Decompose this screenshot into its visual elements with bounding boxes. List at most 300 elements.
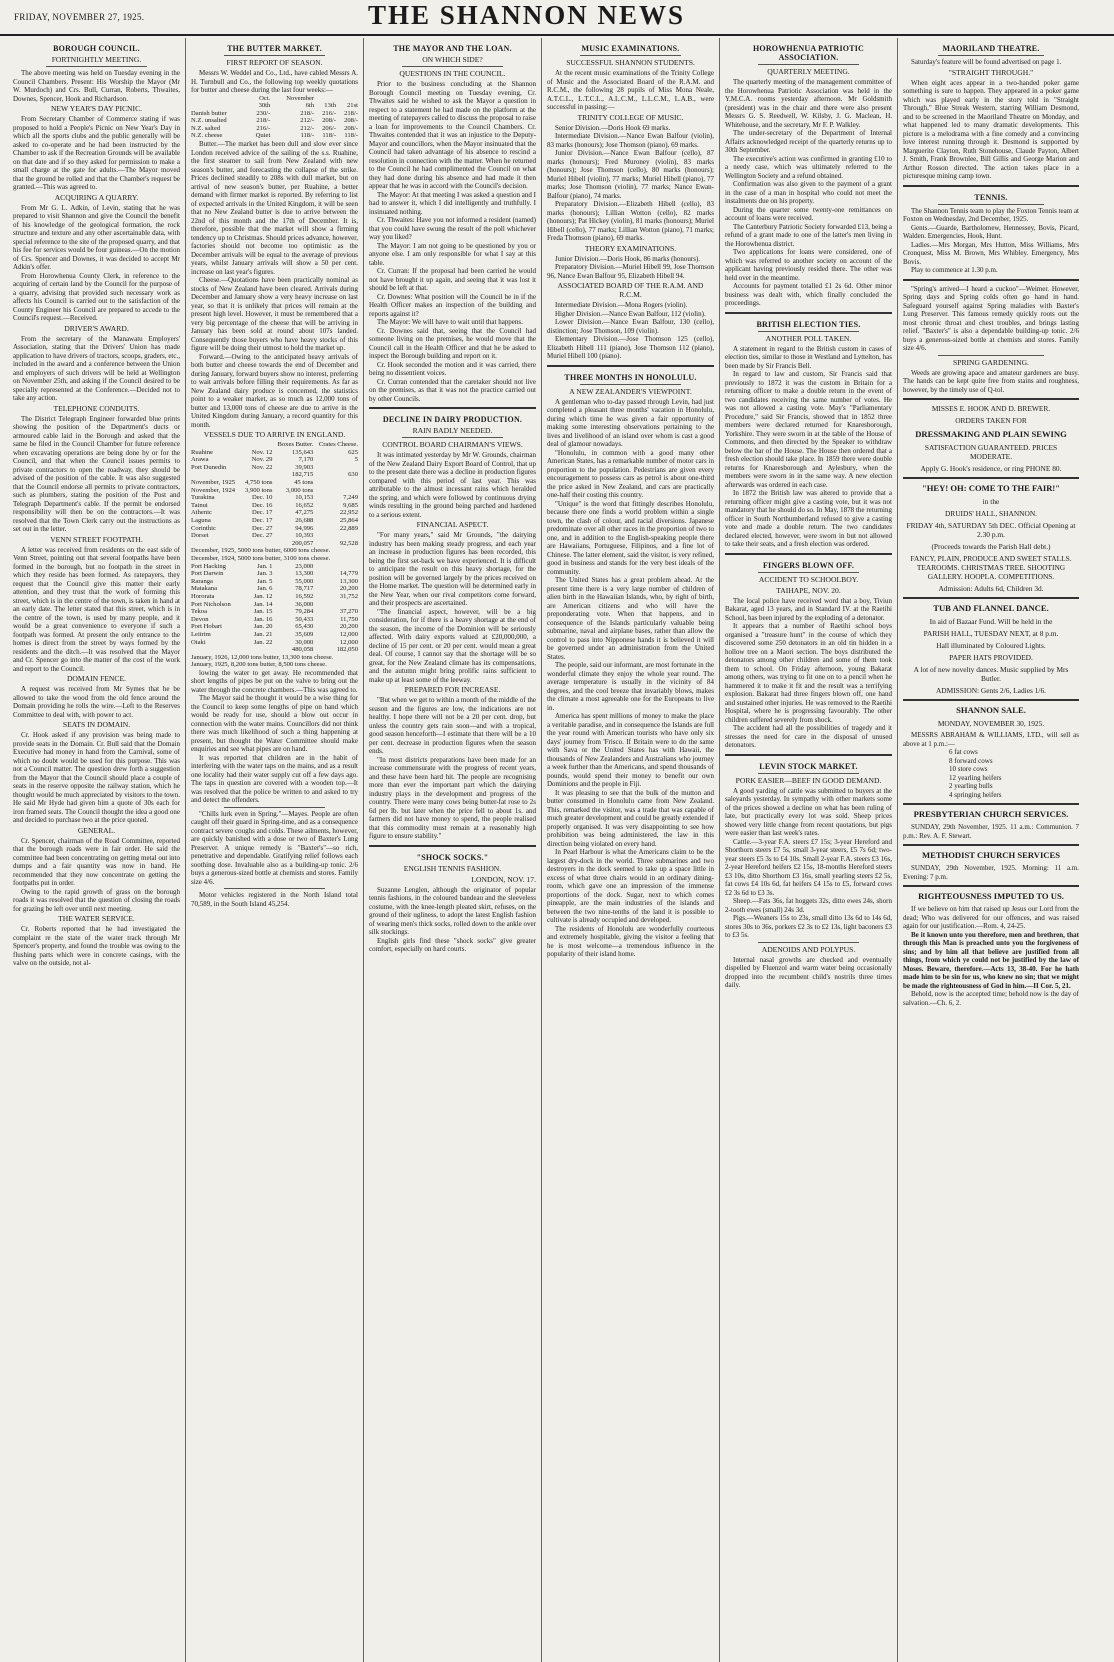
table-cell: 13th: [324, 102, 337, 110]
table-cell: 45 tons: [294, 479, 314, 487]
article-paragraph: The above meeting was held on Tuesday evening in the Council Chambers. Present: His Worship the Mayor (Mr W. Murdoch) and Crs. Bull, Curran, Roberts, Thwaites, Downes, Spencer, Hook and Richardson.: [13, 69, 180, 103]
article-paragraph: Cr. Roberts reported that he had investigated the complaint re the state of the water track through Mr Spencer's property, and found the trouble was owing to the flushing parts which were in concrete casings, with the valve on the outside, not al-: [13, 925, 180, 967]
table-cell: 37,270: [339, 608, 358, 616]
table-cell: Port Nicholson: [191, 600, 231, 608]
advert-line: Admission: Adults 6d, Children 3d.: [938, 584, 1044, 593]
table-row: [191, 639, 358, 647]
table-cell: 47,275: [295, 509, 314, 517]
table-cell: Quiet: [255, 132, 271, 140]
table-cell: [314, 95, 336, 103]
table-cell: [191, 441, 241, 449]
article-paragraph: Sheep.—Fats 36s, fat hoggets 32s, ditto ewes 24s, shorn 2-tooth ewes (small) 24s 3d.: [725, 897, 892, 914]
table-note: January, 1925, 8,200 tons butter, 8,500 tons cheese.: [191, 661, 327, 669]
subheading: SUCCESSFUL SHANNON STUDENTS.: [566, 58, 695, 67]
article-paragraph: From Secretary Chamber of Commerce stating if was proposed to hold a People's Picnic on New Year's Day in which all the sports clubs and the public generally will be asked to co-operate and he had been instructed by the Chamber to ask if the Recreation Grounds will be available on that date and if so they asked for permission to make a small charge at the gate for adults.—The Mayor moved that the ground be rolled and that the Chamber's request be granted.—This was agreed to.: [13, 115, 180, 191]
divider: [758, 942, 858, 943]
table-row: [191, 502, 358, 510]
table-cell: 7,170: [298, 456, 314, 464]
article-paragraph: Intermediate Division.—Nance Ewan Balfour (violin), 83 marks (honours); Jose Thomson (piano), 69 marks.: [547, 132, 714, 149]
advert-paragraph: Be it known unto you therefore, men and brethren, that through this Man is preached unto you the forgiveness of sins; and by him all that believe are justified from all things, from which ye could not be justified by the law of Moses. Beware, therefore.—Acts 13, 38-40. For he hath made him to be sin for us, who knew no sin; that we might be made the righteousness of God in him.—II Cor. 5, 21.: [903, 930, 1079, 990]
subheading: TRINITY COLLEGE OF MUSIC.: [577, 112, 684, 122]
table-cell: 182,050: [336, 646, 358, 654]
table-cell: 65,430: [295, 623, 314, 631]
article-paragraph: A gentleman who to-day passed through Levin, had just completed a pleasant three months' vacation in Honolulu, during which time he was given a fair opportunity of making some interesting observations pertaining to the lives and livelihood of an island over whom is cast a good deal of glamour nowadays.: [547, 397, 714, 448]
subheading: ENGLISH TENNIS FASHION.: [403, 863, 502, 873]
article-paragraph: When eight aces appear in a two-handed poker game something is sure to happen. They appeared in a poker game which was played early in the story told in "Straight Through," Blue Streak Western, starring William Desmond, and to be screened in the Maoriland Theatre on Monday, and what happened led to many dramatic developments. This picture is a melodrama with a fine comedy and a convincing love interest running through it. Desmond is supported by Marguerite Clayton, Ruth Stonehouse, Claude Payton, Albert J. Smith, Frank Brownlee, Bill Gillis and George Marion and Arthur Rosson directed. The action takes place in a picturesque mining camp town.: [903, 78, 1079, 180]
article-paragraph: Cr. Hook seconded the motion and it was carried, there being no dissentient voices.: [369, 360, 536, 377]
article-paragraph: A request was received from Mr Symes that he be allowed to take the wood from the old fence around the Domain providing he rolls the wire.—Left to the Reserves Committee to deal with, with power to act.: [13, 685, 180, 719]
table-cell: [241, 441, 272, 449]
section-divider: [903, 398, 1079, 400]
article-paragraph: Cr. Downes said that, seeing that the Council had someone living on the premises, he would move that the Council call in the Health Officer and that he be asked to inspect the Borough building and report on it.: [369, 326, 536, 360]
article-paragraph: Motor vehicles registered in the North Island total 70,589, in the South Island 45,254.: [191, 891, 358, 908]
subheading: PORK EASIER—BEEF IN GOOD DEMAND.: [735, 775, 882, 785]
table-cell: Port Dunedin: [191, 463, 227, 471]
article-paragraph: At the recent music examinations of the Trinity College of Music and the Associated Board of the R.A.M. and R.C.M., the following 28 pupils of Miss Mona Neale, A.T.C.L., L.T.C.L., A.L.C.M., L.L.C.M., L.A.B., were successful in passing:—: [547, 69, 714, 111]
advert-line: ORDERS TAKEN FOR: [955, 416, 1027, 425]
table-cell: Jan. 3: [257, 570, 273, 578]
dateline: TAIHAPE, NOV. 20.: [776, 585, 841, 595]
table-cell: Port Hacking: [191, 562, 226, 570]
table-cell: N.Z. unsalted: [191, 117, 227, 125]
table-cell: Jan. 22: [253, 638, 273, 646]
advert-line: in the: [982, 497, 1000, 506]
table-cell: Otaki: [191, 638, 206, 646]
advert-line: A lot of new novelty dances. Music supplied by Mrs Butler.: [913, 665, 1069, 683]
divider: [758, 331, 858, 332]
table-row: [191, 578, 358, 586]
advert-paragraph: If we believe on him that raised up Jesus our Lord from the dead; Who was delivered for our offences, and was raised again for our justification.—Rom. 4, 24-25.: [903, 905, 1079, 930]
columns: [0, 36, 1114, 1662]
table-cell: 94,996: [295, 524, 314, 532]
divider: [758, 773, 858, 774]
article-paragraph: Ladies.—Mrs Morgan, Mrs Hutton, Miss Williams, Mrs Cronquest, Miss M. Brown, Mrs Whibley. Emergency, Mrs Bovis.: [903, 240, 1079, 266]
table-cell: [241, 646, 272, 654]
table-cell: [191, 471, 241, 479]
list-item: 6 fat cows: [949, 748, 978, 756]
advert-paragraph: Behold, now is the accepted time; behold now is the day of salvation.—Ch. 6, 2.: [903, 990, 1079, 1007]
article-paragraph: Messrs W. Weddel and Co., Ltd., have cabled Messrs A. H. Turnbull and Co., the following top weekly quotations for butter and cheese during the last four weeks:—: [191, 69, 358, 94]
article-paragraph: Cattle.—3-year F.A. steers £7 15s; 3-year Hereford and Shorthorn steers £7 5s, small 3-year steers, £5 7s 6d; two-year steers £5 3s to £4 10s. Small 2-year F.A. steers £3 16s, 2-year Hereford heifers £2 15s, 18-months Hereford steers £3 10s, ditto Shorthorn £3 16s, small yearling steers £2 5s, fat cows £4 10s 6d, fat heifers £4 15s to £5, forward cows £2 3s 6d to £3 3s.: [725, 837, 892, 897]
table-cell: Danish butter: [191, 109, 227, 117]
section-divider: [903, 699, 1079, 701]
article-paragraph: The Mayor said he thought it would be a wise thing for the Council to keep some lengths of pipe on hand which would be ready for use, should a blow out occur in connection with the water mains. Councillors did not think there was much likelihood of such a thing happening at present, but thought the Water Committee should make enquiries and see what pipes are on hand.: [191, 694, 358, 754]
table-cell: 218/-: [300, 109, 315, 117]
table-row: [191, 456, 358, 464]
subheading: CONTROL BOARD CHAIRMAN'S VIEWS.: [382, 440, 523, 449]
article-paragraph: From Horowhenua County Clerk, in reference to the acquiring of certain land by the Council for the purpose of a quarry, advising that provided such necessary work as affects his Council is carried out to the satisfaction of the County Engineer his Council are prepared to accede to the Council's request.—Received.: [13, 271, 180, 322]
article-paragraph: English girls find these "shock socks" give greater comfort, especially on hard courts.: [369, 936, 536, 953]
article-paragraph: The Mayor: At that meeting I was asked a question and I had to answer it, which I did intelligently and truthfully. I insinuated nothing.: [369, 190, 536, 216]
table-cell: Jan. 14: [253, 600, 273, 608]
table-cell: Nov. 22: [251, 463, 273, 471]
table-row: [191, 555, 358, 563]
table-row: [191, 517, 358, 525]
table-cell: 16,652: [295, 501, 314, 509]
column-1: [8, 38, 186, 1662]
subheading: ASSOCIATED BOARD OF THE R.A.M. AND R.C.M.: [557, 281, 704, 299]
article-paragraph: Elementary Division.—Jose Thomson 125 (cello), Elizabeth Hibell 111 (piano), Jose Thomson 112 (piano), Muriel Hibell 100 (piano).: [547, 335, 714, 360]
article-paragraph: Gents.—Guarde, Bartholomew, Hennessey, Bovis, Picard, Walden. Emergencies, Hook, Hunt.: [903, 223, 1079, 240]
table-cell: Jan. 20: [253, 623, 273, 631]
table-cell: 31,752: [339, 592, 358, 600]
subheading: FIRST REPORT OF SEASON.: [226, 58, 323, 67]
article-paragraph: The people, said our informant, are most fortunate in the wonderful climate they enjoy the whole year round. The average temperature is usually in the vicinity of 84 degrees, and the cool breeze that invariably blows, makes the climate a most agreeable one for the Europeans to live in.: [547, 661, 714, 712]
article-paragraph: A statement in regard to the British custom in cases of election ties, similar to those in Westland and Lyttelton, has been made by Sir Francis Bell.: [725, 344, 892, 370]
subheading: ADENOIDS AND POLYPUS.: [761, 944, 856, 954]
article-paragraph: Suzanne Lenglen, although the originator of popular tennis fashions, in the coloured bandeau and the sleeveless costume, with the knee-length pleated skirt, refuses, on the ground of their ugliness, to adopt the latest English fashion of wearing men's thick socks, rolled down to the ankle over silk stockings.: [369, 885, 536, 936]
subheading: THE WATER SERVICE.: [58, 914, 135, 923]
divider: [758, 572, 858, 573]
table-row: [191, 532, 358, 540]
table-cell: [191, 95, 247, 103]
table-cell: 182,715: [291, 471, 314, 479]
table-cell: 35,609: [295, 630, 314, 638]
table-cell: Nov. 29: [251, 456, 273, 464]
table-row: [191, 601, 358, 609]
table-cell: 625: [348, 448, 358, 456]
divider: [758, 64, 858, 65]
article-paragraph: The under-secretary of the Department of Internal Affairs acknowledged receipt of the quarterly returns up to 30th September.: [725, 129, 892, 154]
headline: LEVIN STOCK MARKET.: [759, 761, 858, 771]
table-row: [191, 487, 358, 495]
article-paragraph: It was reported that children are in the habit of interfering with the water taps on the mains, and as a result one locality had their water supply cut off a few days ago. The taps in question are covered with a wooden top.—It was resolved that the police be written to and asked to try and detect the offenders.: [191, 753, 358, 805]
section-divider: [369, 407, 536, 409]
headline: THE MAYOR AND THE LOAN.: [393, 44, 512, 53]
table-cell: Turakina: [191, 494, 215, 502]
table-cell: Dec. 10: [251, 494, 273, 502]
divider: [224, 55, 324, 56]
list-item: 4 springing heifers: [949, 790, 1002, 799]
table-cell: Tekoa: [191, 608, 208, 616]
headline: THREE MONTHS IN HONOLULU.: [564, 372, 697, 382]
table-note: December, 1925, 5000 tons butter, 6000 tons cheese.: [191, 547, 331, 555]
column-5: [720, 38, 898, 1662]
table-cell: Ruahine: [191, 448, 213, 456]
article-paragraph: "But when we get to within a month of the middle of the season and the figures are low, the indications are not healthy. I hope there will not be a 20 per cent. drop, but unless the country gets rain soon—and with a tropical, good season henceforth—I estimate that there will be a 10 per cent. decrease in production figures when the season ends.: [369, 696, 536, 755]
advert-paragraph: "Spring's arrived—I heard a cuckoo"—Weimer. However, Spring days and Spring colds often go hand in hand. Safeguard yourself against Spring maladies with Baxter's Lung Preserver. This famous remedy quickly roots out the most chronic throat and chest troubles, and brings lasting relief. "Baxter's" is also a dependable building-up tonic. 2/6 buys a generous-sized bottle at chemists and stores. Family size 4/6.: [903, 284, 1079, 352]
list-item: 12 yearling heifers: [949, 773, 1002, 782]
table-cell: [313, 464, 358, 472]
table-cell: [336, 95, 358, 103]
headline: DECLINE IN DAIRY PRODUCTION.: [382, 415, 523, 424]
price-table: [191, 95, 358, 141]
table-row: [191, 95, 358, 103]
table-cell: [313, 563, 358, 571]
column-6: [898, 38, 1084, 1662]
article-paragraph: A letter was received from residents on the east side of Venn Street, pointing out that several footpaths have been formed in the borough, but no footpath in the street in which they reside has been formed. As ratepayers, they request that the Council give this matter their early attention, and they trust that the work of forming this street, which is in the centre of the town, is taken in hand at an early date. The letter stated that this street, which is in the centre of the town, is used by many people, and it would be a great convenience to everyone if such a footpath was formed. At present the only entrance to the homes is direct from the street by ways formed by the residents and the ditch.—It was resolved that the Mayor and Cr. Spencer go into the matter of the cost of the work and report to the Council.: [13, 545, 180, 673]
subheading: FINANCIAL ASPECT.: [416, 520, 489, 529]
table-row: [191, 132, 358, 140]
article-paragraph: Accounts for payment totalled £1 2s 6d. Other minor business was dealt with, which finally concluded the proceedings.: [725, 282, 892, 307]
table-cell: 20,200: [339, 623, 358, 631]
table-cell: 230/-: [256, 109, 271, 117]
advert-line: In aid of Bazaar Fund. Will be held in the: [929, 617, 1053, 626]
divider: [46, 66, 146, 67]
advert-line: MONDAY, NOVEMBER 30, 1925.: [937, 719, 1045, 728]
table-cell: Athenic: [191, 509, 212, 517]
table-cell: Jan. 12: [253, 592, 273, 600]
table-cell: Devon: [191, 615, 209, 623]
advert-line: PAPER HATS PROVIDED.: [949, 653, 1033, 662]
table-cell: 7,249: [343, 494, 358, 502]
table-cell: Port Hobart: [191, 623, 222, 631]
table-cell: Dorset: [191, 532, 209, 540]
table-cell: 13,300: [339, 577, 358, 585]
table-cell: November, 1925: [191, 479, 236, 487]
table-row: [191, 608, 358, 616]
headline: THE BUTTER MARKET.: [227, 44, 322, 53]
table-cell: Dec. 17: [251, 509, 273, 517]
table-cell: 216/-: [256, 124, 271, 132]
divider: [938, 204, 1044, 205]
headline: BRITISH ELECTION TIES.: [756, 319, 861, 329]
table-cell: 208/-: [344, 117, 358, 125]
subheading: QUARTERLY MEETING.: [767, 67, 850, 76]
article-paragraph: Junior Division.—Doris Hook, 86 marks (honours).: [555, 254, 701, 263]
article-paragraph: The District Telegraph Engineer forwarded blue prints showing the position of the Department's ducts or armoured cable laid in the Borough and asked that the same be filed in the Council Chamber for future reference when excavating operations are being done by or for the Council, and that when the Council issues permits to private contractors to open the roadway, they should be advised of the position of the cable. It was also suggested that the Council endorse all permits to private contractors, such as plumbers, stating the position of the Post and Telegraph Department's cable. If the permit be endorsed responsibility will then be on the contractors.—It was resolved that the Town Clerk carry out the instructions as set out in the letter.: [13, 414, 180, 533]
article-paragraph: From Mr G. L. Adkin, of Levin, stating that he was prepared to visit Shannon and give the Council the benefit of his knowledge of the geological formation, the rock structure and texture and any other ascertainable data, with special reference to the site of the proposed quarry, and that his fee for services would be four guineas.—On the motion of Crs. Spencer and Downes, it was decided to accept Mr Adkin's offer.: [13, 203, 180, 271]
article-paragraph: Intermediate Division.—Mona Rogers (violin).: [555, 301, 688, 309]
list-item: 8 forward cows: [949, 756, 993, 765]
table-cell: N.Z. salted: [191, 124, 221, 132]
table-row: [191, 540, 358, 548]
article-paragraph: "In most districts preparations have been made for an increase commensurate with the progress of recent years, and these have been hard hit. The people are recognising more than ever the important part which the dairying industry plays in the development and progress of the country. There were many cows being butter-fat rose to 2s 6d per lb. but later when the price fell to about 1s. and farmers did not have money to spend, the people realised that this commodity must remain at a reasonably high figure to ensure stability.": [369, 755, 536, 840]
table-cell: Raranga: [191, 577, 213, 585]
table-cell: 5: [354, 456, 358, 464]
table-row: [191, 616, 358, 624]
subheading: "STRAIGHT THROUGH.": [948, 67, 1034, 77]
advert-line: ADMISSION: Gents 2/6, Ladies 1/6.: [935, 686, 1047, 695]
article-paragraph: Cr. Spencer, chairman of the Road Committee, reported that the borough roads were in fair order. He said the committee had been concentrating on getting metal out into dumps and a fair quantity was now in hand. He recommended that they now concentrate on getting the footpaths put in order.: [13, 836, 180, 887]
article-paragraph: Internal nasal growths are checked and eventually dispelled by Fluenzol and warm water being occasionally dropped into the recumbent child's nostrils three times daily.: [725, 955, 892, 989]
table-cell: Boxes Butter.: [277, 441, 314, 449]
table-cell: 216/-: [322, 109, 337, 117]
table-cell: 480,058: [291, 646, 314, 654]
vessels-table: [191, 441, 358, 669]
table-cell: 9,685: [343, 501, 358, 509]
article-paragraph: The executive's action was confirmed in granting £10 to a needy case, which was ultimately referred to the Wellington Society and a refund obtained.: [725, 154, 892, 180]
table-row: [191, 563, 358, 571]
table-cell: 39,903: [295, 463, 314, 471]
advert-line: FANCY, PLAIN, PRODUCE AND SWEET STALLS. TEAROOMS. CHRISTMAS TREE. SHOOTING GALLERY. HOOPLA. COMPETITIONS.: [910, 554, 1072, 581]
article-paragraph: The United States has a great problem ahead. At the present time there is a very large number of children of alien birth in the Hawaiian Islands, who, by right of birth, are American citizens and who will have the preponderating vote. When that happens, and in consequence of the Islands particularly valuable being submarine, naval and airplane bases, rather than allow the control to pass into Nipponese hands it is believed it will be governed under an administration from the United States.: [547, 576, 714, 661]
list-item: 2 yearling bulls: [949, 782, 993, 790]
article-paragraph: In Pearl Harbour is what the Americans claim to be the largest dry-dock in the world. Three submarines and two destroyers in the dock seemed to take up a space little in excess of what three chairs would in an ordinary dining-room, which gave one an impression of the immense proportions of the dock. Sugar, next to which comes pineapple, are the main industries of the islands and between the two nine-tenths of the land it is possible to cultivate is already occupied and developed.: [547, 848, 714, 924]
table-row: [191, 110, 358, 118]
headline: TENNIS.: [974, 192, 1008, 202]
divider: [938, 355, 1044, 356]
advert-line: (Proceeds towards the Parish Hall debt.): [931, 542, 1051, 551]
divider: [224, 807, 324, 808]
table-cell: [191, 102, 247, 110]
table-cell: [313, 601, 358, 609]
headline: FINGERS BLOWN OFF.: [762, 560, 855, 570]
article-paragraph: From the secretary of the Manawatu Employers' Association, stating that the Drivers' Union has made application to have drivers of tractors, scoops, graders, etc., included in the award and a conference between the Union and employers of such drivers will be held at Wellington on November 25th, and asking if the Council desired to be specially represented at the Conference.—Decided not to take any action.: [13, 334, 180, 402]
advert-line: Hall illuminated by Coloured Lights.: [936, 641, 1046, 650]
article-paragraph: Cr. Thwaites: Have you not informed a resident (named) that you could have swung the result of the poll whichever way you liked?: [369, 216, 536, 241]
article-paragraph: America has spent millions of money to make the place a veritable paradise, and in consequence the Islands are full the year round with American tourists who have only six days' journey from 'Frisco. If Britain were to do the same with Sava or the United States has with Hawaii, the thousands of New Zealanders and Australians who journey a week further than the Americans, and spend thousands of pounds, would spend their money to benefit our own Dominions and the people in Fiji.: [547, 712, 714, 788]
dateline: LONDON, NOV. 17.: [471, 874, 536, 884]
table-cell: [191, 540, 241, 548]
section-divider: [903, 597, 1079, 599]
advert-heading: MISSES E. HOOK AND D. BREWER.: [931, 404, 1051, 413]
article-paragraph: Senior Division.—Doris Hook 69 marks.: [555, 123, 671, 132]
table-cell: Jan. 5: [257, 577, 273, 585]
article-paragraph: Butter.—The market has been dull and slow ever since London received advice of the sailing of the s.s. Ruahine, the first steamer to sail from New Zealand with new season's butter, and forecasting the collapse of the strike. Prices declined steadily to 208s with dull market, but on arrival of new season's butter, per Ruahine, a better demand with firmer market is reported. By referring to list of expected arrivals in the United Kingdom, it will be seen that no New Zealand butter is due to arrive between the 22nd of this month and the 17th of December. It is, therefore, possible that the market will show a firming tendency up to Christmas. Should prices advance, however, factories should not become too optimistic as the December arrivals will be equal to the average of previous years, whilst January arrivals will show a 50 per cent. increase on last year's figures.: [191, 140, 358, 276]
article-paragraph: Cr. Downes: What position will the Council be in if the Health Officer makes an inspection of the building and reports against it?: [369, 292, 536, 318]
article-paragraph: The Mayor: I am not going to be questioned by you or anyone else. I am only responsible for what I say at this table.: [369, 241, 536, 267]
divider: [402, 437, 502, 438]
article-paragraph: The quarterly meeting of the management committee of the Horowhenua Patriotic Association was held in the Y.M.C.A. rooms yesterday afternoon. Mr Goldsmith (president) was in the chair and there were also present Messrs G. S. Reedwell, W. Kilsby, J. G. Maclean, H. Whitehouse, and the secretary, Mr F. P. Walkley.: [725, 78, 892, 129]
article-paragraph: "For many years," said Mr Grounds, "the dairying industry has been making steady progress, and each year an increase in production figures has been recorded, this being the first set-back we have experienced. It is difficult to anticipate the result on this heavy shortage, for the position will be governed largely by the prices received on the Home market. The question will be determined early in the New Year, when our rival competitors come forward, and their prospects are ascertained.: [369, 531, 536, 607]
table-cell: 50,433: [295, 615, 314, 623]
subheading: NEW YEAR'S DAY PICNIC.: [50, 104, 143, 113]
headline: HOROWHENUA PATRIOTIC ASSOCIATION.: [752, 44, 865, 62]
table-cell: [313, 532, 358, 540]
table-row: [191, 646, 358, 654]
divider: [938, 55, 1044, 56]
newspaper-title: THE SHANNON NEWS: [368, 0, 686, 30]
subheading: GENERAL.: [77, 825, 116, 835]
table-row: [191, 654, 358, 662]
article-paragraph: Pigs.—Weaners 15s to 23s, small ditto 13s 6d to 14s 6d, stores 30s to 36s, porkers £2 3s to £2 13s, light baconers £3 to £3 5s.: [725, 914, 892, 939]
article-paragraph: It appears that a number of Raetihi school boys organised a "treasure hunt" in the course of which they discovered some 250 detonators in an old tin hidden in a hollow tree on a Maori section. The boys distributed the detonators among other children and some of them took them to school. On Friday afternoon, young Bakarat among others, was trying to fit one on to a pencil when he hammered it to make it fit and the result was a terrifying explosion. Bakarat had three fingers blown off, one hand and sustained other injuries. He was removed to the Raetihi Hospital, where he is progressing favourably. The other children suffered severely from shock.: [725, 622, 892, 724]
column-4: [542, 38, 720, 1662]
table-note: December, 1924, 5000 tons butter, 3100 tons cheese.: [191, 554, 331, 562]
table-cell: 92,528: [339, 539, 358, 547]
advert-paragraph: SUNDAY, 29th November, 1925. 11 a.m.: Communion. 7 p.m.: Rev. A. F. Stewart.: [903, 823, 1079, 840]
table-row: [191, 570, 358, 578]
article-paragraph: It was intimated yesterday by Mr W. Grounds, chairman of the New Zealand Dairy Export Board of Control, that up to the present date there was a decline in production figures compared with this period of last year. This was attributable to the almost incessant rains which heralded the spring, and which were followed by continuous drying winds resulting in the ground being parched and hardened to a serious extent.: [369, 451, 536, 519]
table-row: [191, 623, 358, 631]
table-cell: Corinthic: [191, 524, 216, 532]
advert-paragraph: SUNDAY, 29th November, 1925. Morning: 11 a.m. Evening: 7 p.m.: [903, 864, 1079, 881]
table-cell: 13,300: [295, 570, 314, 578]
table-cell: 135,643: [291, 448, 314, 456]
article-paragraph: Play to commence at 1.30 p.m.: [911, 266, 998, 274]
advert-title: SHANNON SALE.: [956, 705, 1026, 715]
table-cell: 10,393: [295, 532, 314, 540]
article-paragraph: "The financial aspect, however, will be a big consideration, for if there is a heavy shortage at the end of the season, the income of the Dominion will be seriously affected. With dairy exports valued at £20,000,000, a decline of 15 per cent. or 20 per cent. would mean a great deal. Of course, I cannot say that the shortage will be so great, for the New Zealand climate has its compensations, and the autumn might bring prolific rains sufficient to make up at least some of the leeway.: [369, 607, 536, 684]
article-paragraph: In regard to law and custom, Sir Francis said that previously to 1872 it was the custom in Britain for a returning officer to make a double return in the event of two candidates receiving the same number of votes. He was not allowed a casting vote. May's "Parliamentary Procedure," said Sir Francis, showed that in 1852 three members were declared returned for Knaresborough, Yorkshire. They were sworn in at the table of the House of Commons, and then directed by the Speaker to withdraw below the bar of the House. The House then ordered that a fresh election should take place. In 1859 there were double returns for Knaresborough and Aylesbury, when the members were sworn in in the same way. A new election afterwards was ordered in each case.: [725, 370, 892, 489]
table-cell: 12,000: [339, 638, 358, 646]
article-paragraph: Lower Division.—Nance Ewan Balfour, 130 (cello), distinction; Jose Thomson, 109 (violin).: [547, 318, 714, 335]
article-paragraph: The Shannon Tennis team to play the Foxton Tennis team at Foxton on Wednesday, 2nd December, 1925.: [903, 206, 1079, 223]
advert-title: "HEY! OH: COME TO THE FAIR!": [921, 483, 1061, 493]
table-row: [191, 125, 358, 133]
article-paragraph: Preparatory Division.—Elizabeth Hibell (cello), 83 marks (honours); Lillian Wotton (cello), 82 marks (honours); Pat Hickey (violin), 81 marks (honours); Muriel Hibell (cello), 77 marks; Lillian Wotton (piano), 71 marks; Freda Thomson (piano), 69 marks.: [547, 200, 714, 242]
table-cell: 20,200: [339, 585, 358, 593]
table-cell: 16,592: [295, 592, 314, 600]
advert-paragraph: "Chills lurk even in Spring."—Mayes. People are often caught off their guard in Spring-time, and as a consequence contract severe coughs and colds. These ailments, however, are quickly banished with a dose or two of Baxter's Lung Preserver. A unique remedy is "Baxter's"—so rich, penetrative and dependable. Gratifying relief follows each soothing dose. Invaluable also as a building-up tonic. 2/6 buys a generous-sized bottle at chemists and stores. Family size 4/6.: [191, 809, 358, 886]
subheading: VESSELS DUE TO ARRIVE IN ENGLAND.: [203, 430, 346, 440]
table-row: [191, 117, 358, 125]
table-cell: 118/-: [344, 132, 358, 140]
table-cell: Jan. 6: [257, 585, 273, 593]
table-cell: 118/-: [322, 132, 337, 140]
section-divider: [725, 312, 892, 314]
table-cell: Matakana: [191, 585, 217, 593]
advert-title: TUB AND FLANNEL DANCE.: [933, 603, 1049, 613]
headline: MUSIC EXAMINATIONS.: [581, 44, 680, 53]
table-cell: [241, 540, 272, 548]
column-3: [364, 38, 542, 1662]
article-paragraph: Prior to the business concluding at the Shannon Borough Council meeting on Tuesday evening, Cr. Thwaites said he wished to ask the Mayor a question in respect to a statement he had made on the platform at the meeting of ratepayers called to discuss the proposal to raise a loan for improvements to the Council Chambers. Cr. Thwaites contended that it was an injustice to the Deputy-Mayor and councillors, when the Mayor insinuated that the Council had taken advantage of his absence to rescind a resolution in connection with the matter. When he returned to the Council he had complimented the Council on what they had done during his absence and had made it then appear that he was in accord with the Council's decision.: [369, 80, 536, 190]
table-cell: 118/-: [300, 132, 315, 140]
table-row: [191, 449, 358, 457]
advert-paragraph: MESSRS ABRAHAM & WILLIAMS, LTD., will sell as above at 1 p.m.:—: [903, 731, 1079, 748]
advert-line: SATISFACTION GUARANTEED. PRICES MODERATE.: [924, 443, 1058, 461]
advert-title: METHODIST CHURCH SERVICES: [921, 850, 1061, 860]
section-divider: [369, 845, 536, 847]
article-paragraph: The accident had all the possibilities of tragedy and it stresses the need for care in the disposal of unused detonators.: [725, 724, 892, 749]
article-paragraph: Forward.—Owing to the anticipated heavy arrivals of both butter and cheese towards the end of December and during January, forward buyers show no interest, preferring to wait arrivals before filling their requirements. As far as New Zealand dairy produce is concerned, the statistics point to a weaker market, as so much as 12,000 tons of butter and 13,000 tons of cheese are due to arrive in the United Kingdom during January, a record quantity for this month.: [191, 352, 358, 429]
table-row: [191, 631, 358, 639]
article-paragraph: Higher Division.—Nance Ewan Balfour, 112 (violin).: [555, 309, 706, 318]
article-paragraph: Two applications for loans were considered, one of which was referred to another society on account of the applicant having previously resided there. The other was held over in the meantime.: [725, 248, 892, 282]
table-cell: 30,000: [295, 638, 314, 646]
advert-line: Apply G. Hook's residence, or ring PHONE 80.: [920, 464, 1062, 473]
article-paragraph: During the quarter some twenty-one remittances on account of loans were received.: [725, 205, 892, 222]
table-cell: Jan. 15: [253, 608, 273, 616]
table-cell: Dec. 17: [251, 517, 273, 524]
subheading: QUESTIONS IN THE COUNCIL.: [399, 69, 506, 78]
divider: [580, 55, 680, 56]
subheading: FORTNIGHTLY MEETING.: [51, 55, 142, 64]
table-row: [191, 593, 358, 601]
section-divider: [725, 754, 892, 756]
divider: [224, 888, 324, 889]
section-divider: [903, 279, 1079, 281]
table-cell: 25,864: [339, 517, 358, 524]
table-cell: 14,779: [339, 570, 358, 578]
article-paragraph: Cr. Hook asked if any provision was being made to provide seats in the Domain. Cr. Bull said that the Domain Executive had money in hand from the Carnival, some of which no doubt would be used for this purpose. This was not a Council matter. The question drew forth a suggestion from the Mayor that the Council should place a couple of seats in the reserve opposite the railway station, which he thought would be much appreciated by visitors to the town. He said Mr Hyde had given him a quote of 30s each for iron framed seats. The Council thought the idea a good one and decided to purchase two at the price quoted.: [13, 731, 180, 824]
table-cell: Jan. 21: [253, 630, 273, 638]
table-cell: 23,000: [295, 562, 314, 570]
subheading: DRIVER'S AWARD.: [64, 323, 129, 333]
section-divider: [903, 803, 1079, 805]
subheading: ANOTHER POLL TAKEN.: [765, 333, 852, 343]
divider: [402, 66, 502, 67]
table-cell: 10,153: [295, 494, 314, 502]
table-cell: Hororata: [191, 592, 215, 600]
article-paragraph: "Unique" is the word that fittingly describes Honolulu, because there one finds a world problem within a single town, the clash of colour, and racial diversions. Japanese predominate over all other races in the proportion of two to one, and in addition to the English-speaking people there are Hawaiians, Portuguese, Filipinos, and a fine lot of Chinese. The latter element, said the visitor, is very refined, good in business and stands for the very best ideals of the community.: [547, 499, 714, 576]
table-cell: 22,889: [339, 524, 358, 532]
table-cell: 55,000: [295, 577, 314, 585]
table-row: [191, 471, 358, 479]
list-item: 10 store cows: [949, 765, 988, 773]
table-cell: Dec. 27: [251, 524, 273, 532]
table-row: [191, 585, 358, 593]
headline: "SHOCK SOCKS.": [416, 852, 489, 862]
section-divider: [903, 885, 1079, 887]
table-cell: Dec. 16: [251, 501, 273, 509]
table-cell: 208/-: [322, 117, 337, 125]
article-paragraph: Owing to the rapid growth of grass on the borough roads it was resolved that the question of closing the roads for grazing be left over until next meeting.: [13, 887, 180, 913]
table-cell: Jan. 1: [257, 562, 273, 570]
section-divider: [725, 553, 892, 555]
table-cell: 208/-: [344, 124, 358, 132]
headline: BOROUGH COUNCIL.: [53, 44, 140, 53]
advert-line: FRIDAY 4th, SATURDAY 5th DEC. Official Opening at 2.30 p.m.: [906, 521, 1076, 539]
table-cell: Crates Cheese.: [318, 441, 358, 449]
table-cell: Nov. 12: [251, 448, 273, 456]
subheading: A NEW ZEALANDER'S VIEWPOINT.: [569, 386, 692, 396]
article-paragraph: Preparatory Division.—Muriel Hibell 99, Jose Thomson 96, Nance Ewan Balfour 95, Elizabeth Hibell 94.: [547, 263, 714, 280]
subheading: ACQUIRING A QUARRY.: [54, 192, 139, 202]
table-row: [191, 102, 358, 110]
